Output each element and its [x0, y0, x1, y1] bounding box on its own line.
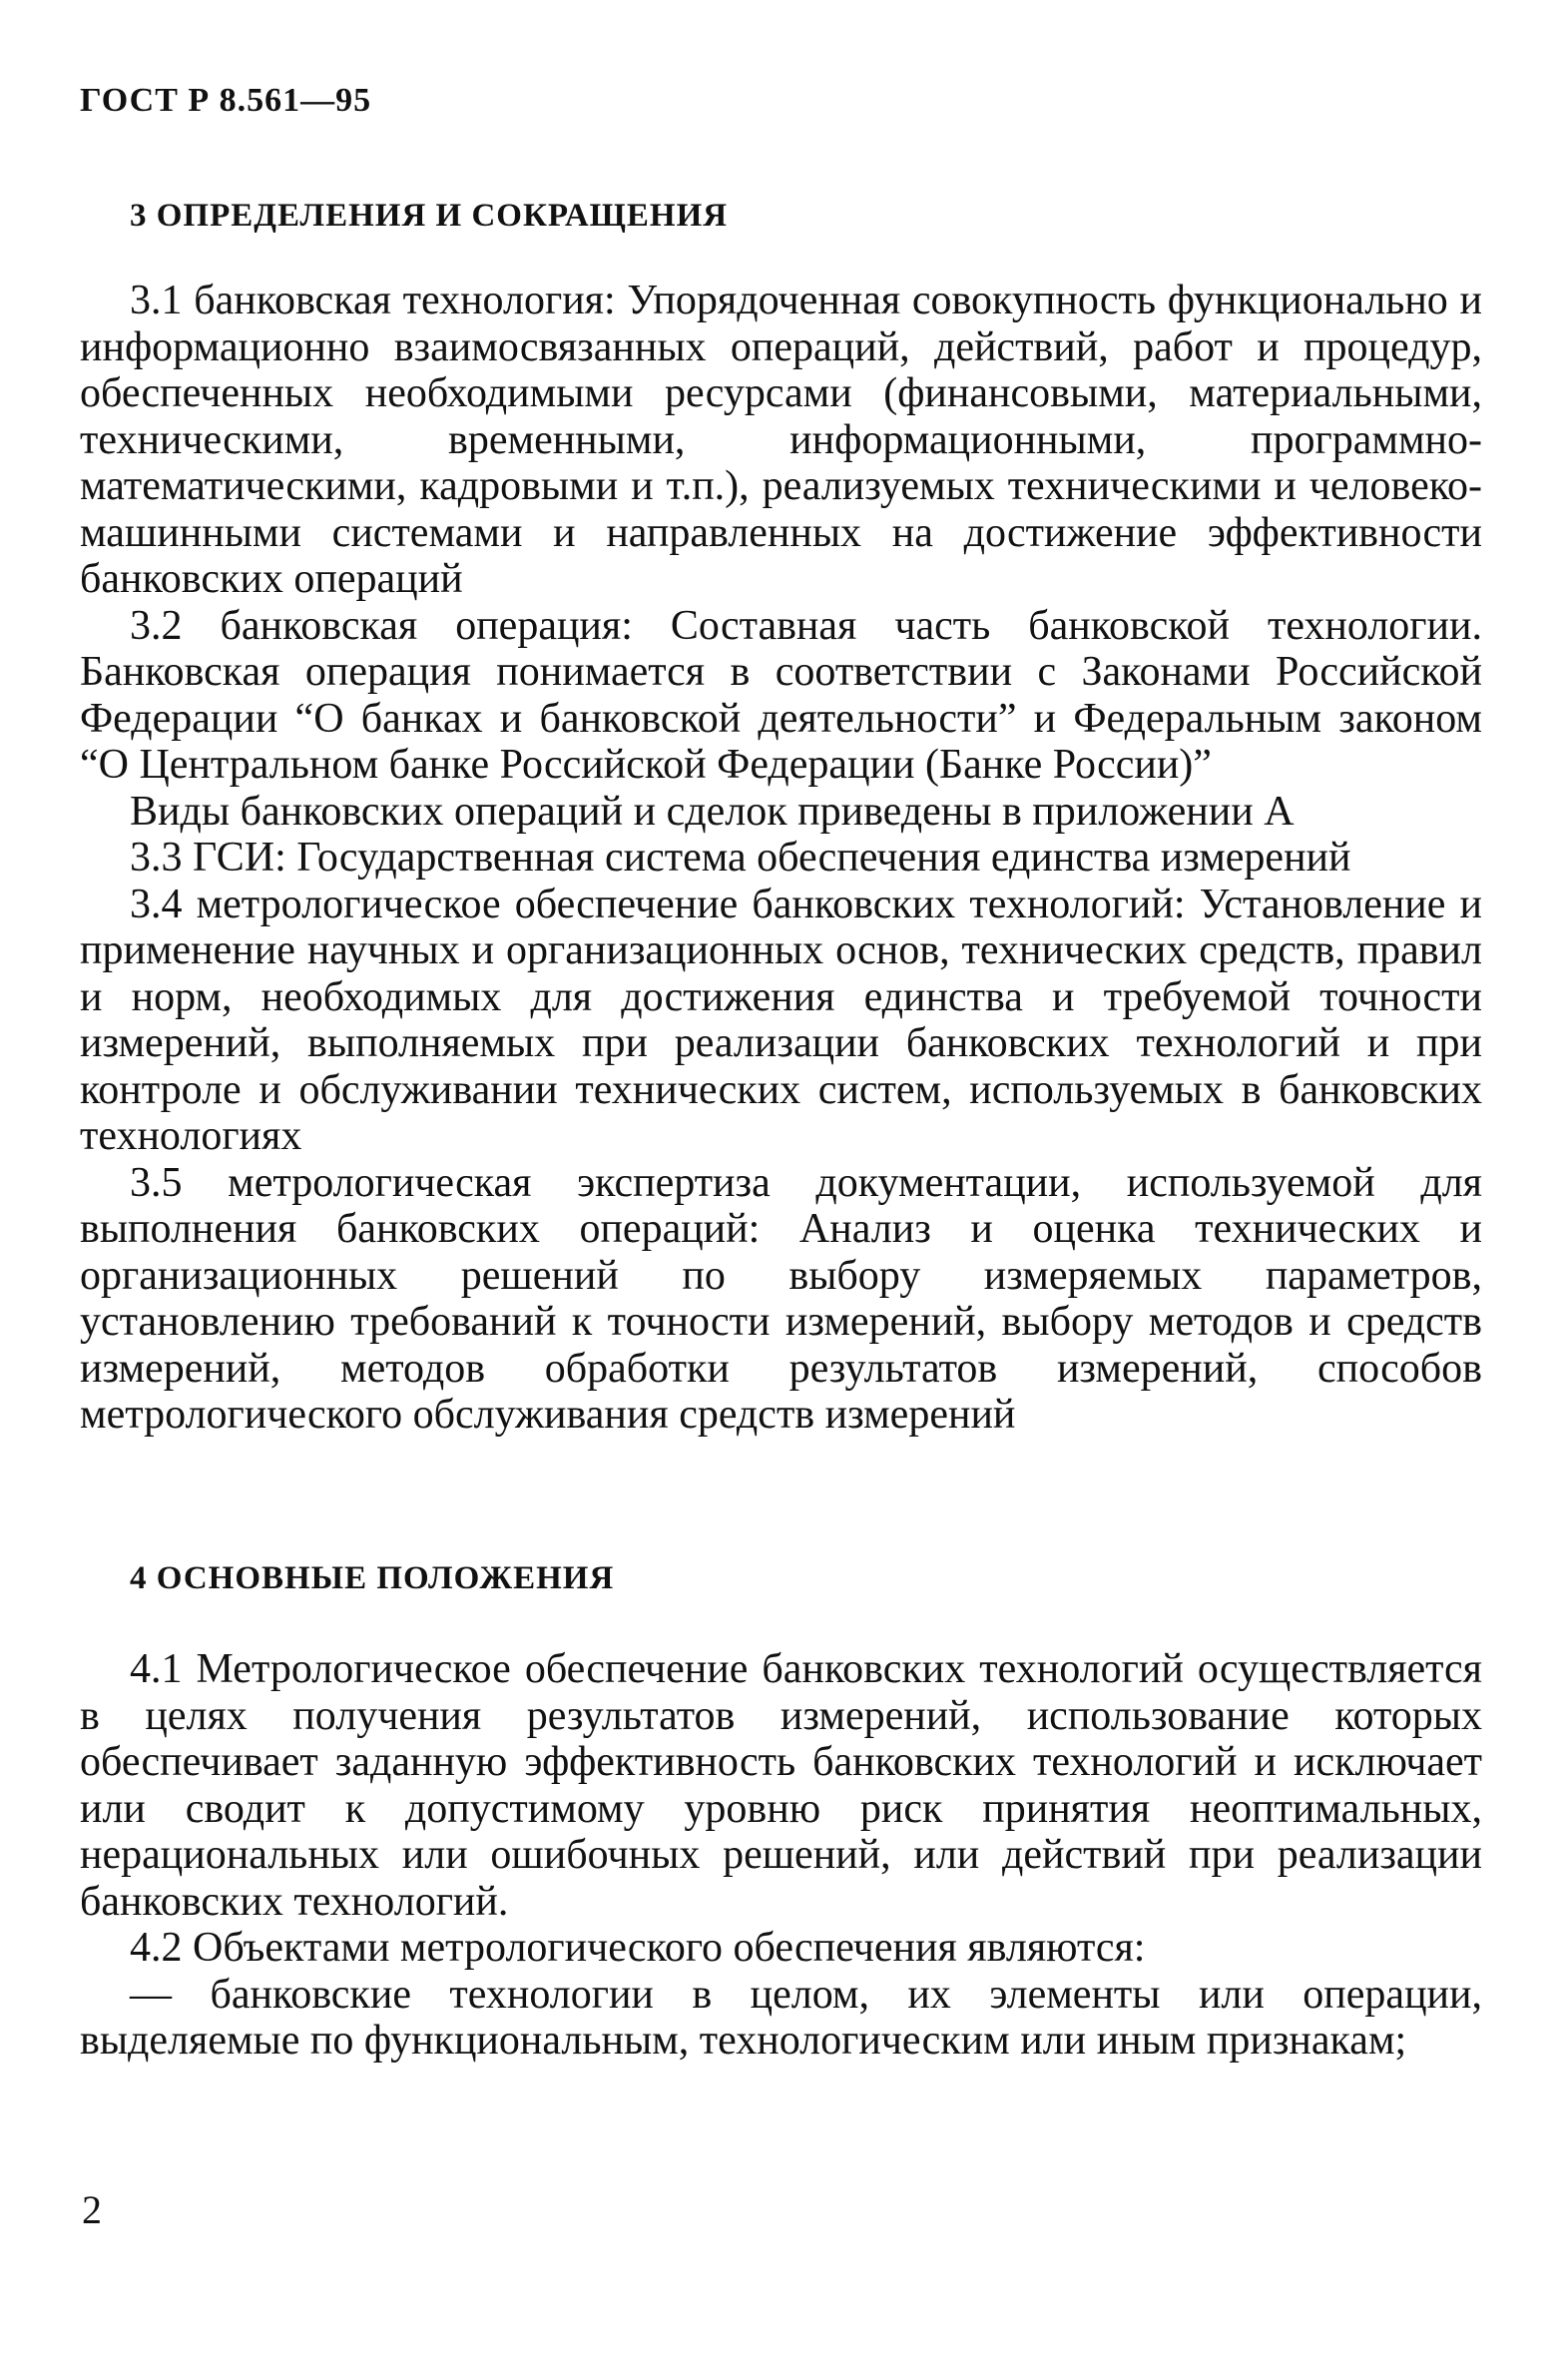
- section-4-body: [80, 1646, 1482, 2065]
- document-header: ГОСТ Р 8.561—95: [80, 82, 372, 119]
- paragraph-3-3: 3.3 ГСИ: Государственная система обеспечения единства измерений: [130, 835, 1351, 881]
- paragraph-4-2-item: — банковские технологии в целом, их элементы или операции, выделяемые по функциональным, технологическим или иным признакам;: [80, 1971, 1482, 2064]
- paragraph-3-2: 3.2 банковская операция: Составная часть банковской технологии. Банковская операция понимается в соответствии с Законами Российской Федерации “О банках и банковской деятельности” и Федеральным законом “О Центральном банке Российской Федерации (Банке России)”: [80, 602, 1482, 788]
- paragraph-3-4: 3.4 метрологическое обеспечение банковских технологий: Установление и применение научных и организационных основ, технических средств, правил и норм, необходимых для достижения единства и требуемой точности измерений, выполняемых при реализации банковских технологий и при контроле и обслуживании технических систем, используемых в банковских технологиях: [80, 881, 1482, 1159]
- page-number: 2: [82, 2187, 102, 2232]
- paragraph-operations-types: Виды банковских операций и сделок приведены в приложении А: [130, 788, 1295, 835]
- paragraph-3-5: 3.5 метрологическая экспертиза документации, используемой для выполнения банковских операций: Анализ и оценка технических и организационных решений по выбору измеряемых параметров, установлению требований к точности измерений, выбору методов и средств измерений, методов обработки результатов измерений, способов метрологического обслуживания средств измерений: [80, 1159, 1482, 1438]
- section-4-title: 4 ОСНОВНЫЕ ПОЛОЖЕНИЯ: [130, 1560, 615, 1596]
- section-3-title: 3 ОПРЕДЕЛЕНИЯ И СОКРАЩЕНИЯ: [130, 198, 729, 234]
- paragraph-4-1: 4.1 Метрологическое обеспечение банковских технологий осуществляется в целях получения результатов измерений, использование которых обеспечивает заданную эффективность банковских технологий и исключает или сводит к допустимому уровню риск принятия неоптимальных, нерациональных или ошибочных решений, или действий при реализации банковских технологий.: [80, 1646, 1482, 1925]
- paragraph-4-2: 4.2 Объектами метрологического обеспечения являются:: [130, 1925, 1146, 1971]
- paragraph-3-1: 3.1 банковская технология: Упорядоченная совокупность функционально и информационно взаимосвязанных операций, действий, работ и процедур, обеспеченных необходимыми ресурсами (финансовыми, материальными, техническими, временными, информационными, программно-математическими, кадровыми и т.п.), реализуемых техническими и человеко-машинными системами и направленных на достижение эффективности банковских операций: [80, 278, 1482, 602]
- section-3-body: [80, 278, 1482, 1439]
